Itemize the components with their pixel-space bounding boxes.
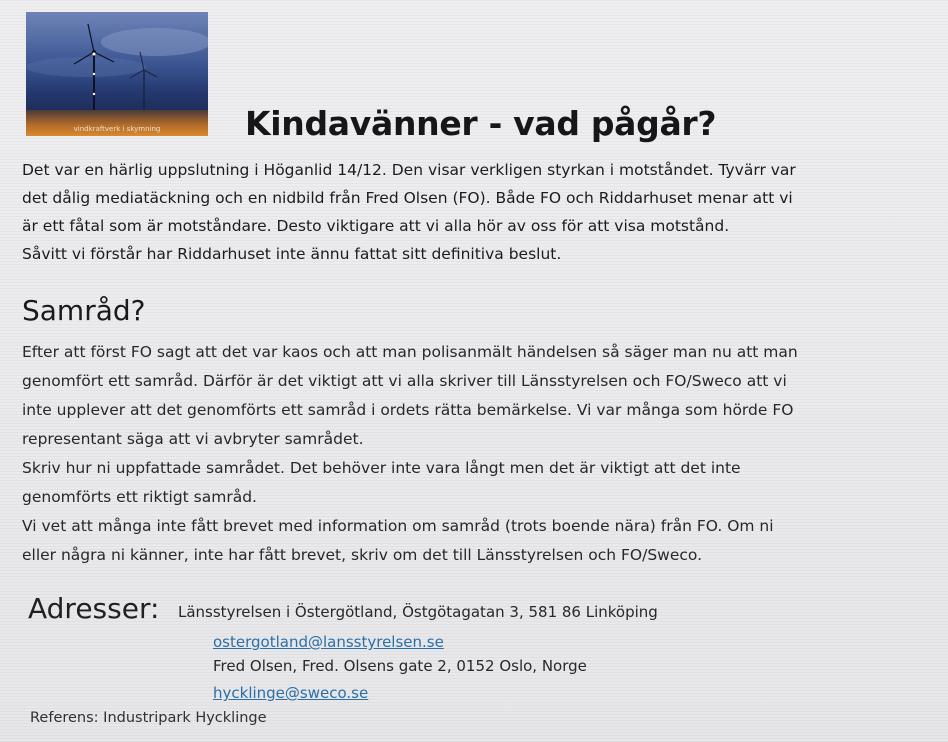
body-line: eller några ni känner, inte har fått brevet, skriv om det till Länsstyrelsen och FO/Sweco.	[22, 546, 703, 564]
intro-line: är ett fåtal som är motståndare. Desto viktigare att vi alla hör av oss för att visa motstånd.	[22, 217, 730, 235]
body-line: Vi vet att många inte fått brevet med information om samråd (trots boende nära) från FO. Om ni	[22, 517, 774, 535]
addresses-label: Adresser:	[28, 592, 160, 625]
intro-line: Det var en härlig uppslutning i Höganlid 14/12. Den visar verkligen styrkan i motståndet. Tyvärr var	[22, 161, 796, 179]
section-heading-samrad: Samråd?	[22, 294, 146, 327]
body-line: genomförts ett riktigt samråd.	[22, 488, 257, 506]
reference-text: Referens: Industripark Hycklinge	[30, 710, 267, 726]
intro-paragraph	[22, 156, 922, 268]
body-line: Efter att först FO sagt att det var kaos och att man polisanmält händelsen så säger man nu att man	[22, 343, 798, 361]
wind-turbine-photo	[26, 12, 208, 136]
fred-olsen-address: Fred Olsen, Fred. Olsens gate 2, 0152 Oslo, Norge	[213, 657, 587, 675]
lansstyrelsen-address: Länsstyrelsen i Östergötland, Östgötagatan 3, 581 86 Linköping	[178, 603, 658, 621]
samrad-paragraph	[22, 338, 932, 570]
body-line: representant säga att vi avbryter samrådet.	[22, 430, 364, 448]
page-title: Kindavänner - vad pågår?	[245, 104, 717, 143]
intro-line: Såvitt vi förstår har Riddarhuset inte ännu fattat sitt definitiva beslut.	[22, 245, 562, 263]
body-line: genomfört ett samråd. Därför är det viktigt att vi alla skriver till Länsstyrelsen och FO/Sweco att vi	[22, 372, 787, 390]
sweco-email-link[interactable]: hycklinge@sweco.se	[213, 684, 369, 702]
lansstyrelsen-email-link[interactable]: ostergotland@lansstyrelsen.se	[213, 633, 444, 651]
body-line: inte upplever att det genomförts ett samråd i ordets rätta bemärkelse. Vi var många som hörde FO	[22, 401, 794, 419]
body-line: Skriv hur ni uppfattade samrådet. Det behöver inte vara långt men det är viktigt att det inte	[22, 459, 741, 477]
intro-line: det dålig mediatäckning och en nidbild från Fred Olsen (FO). Både FO och Riddarhuset menar att vi	[22, 189, 793, 207]
image-caption: vindkraftverk i skymning	[73, 125, 161, 133]
